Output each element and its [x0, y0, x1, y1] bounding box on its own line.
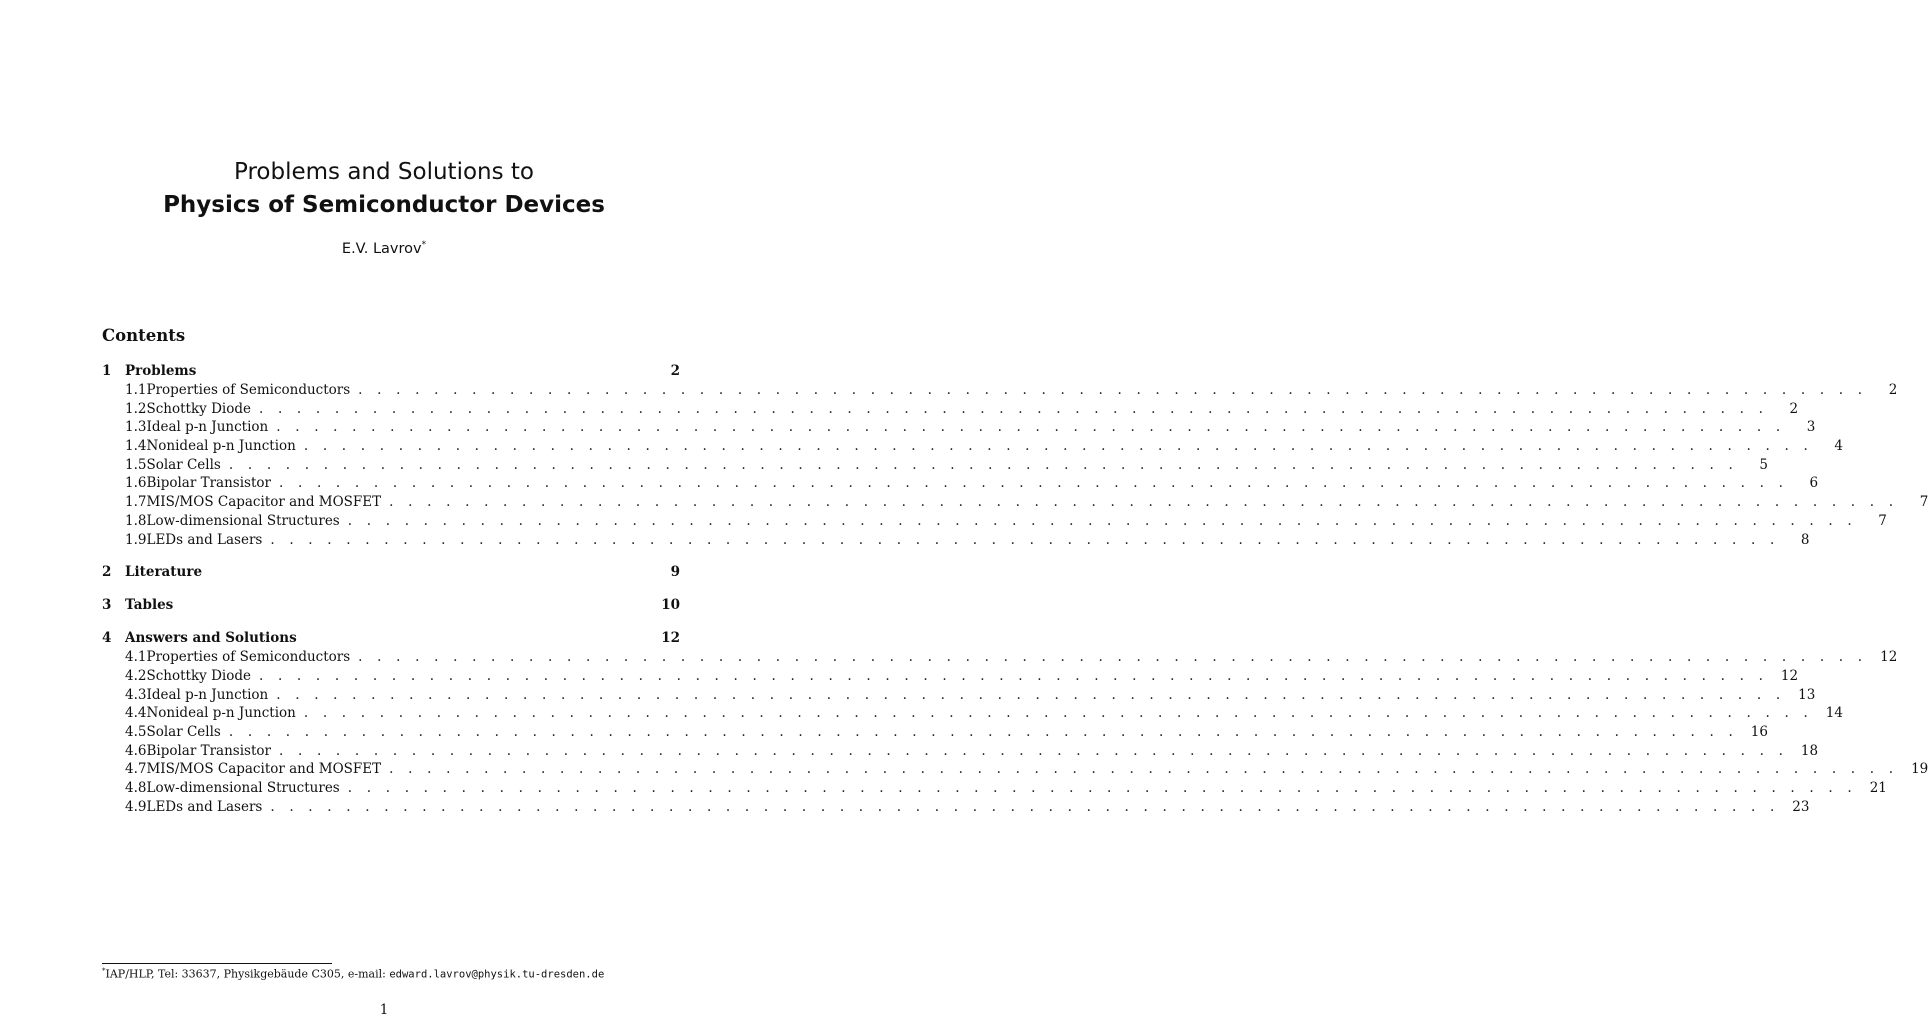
section-page: 18 — [1800, 742, 1819, 759]
toc-gap — [102, 616, 680, 630]
section-number: 4.6 — [125, 742, 147, 759]
toc-section-row[interactable] — [102, 400, 1799, 420]
dot-leader: . . . . . . . . . . . . . . . . . . . . . . . . . . . . . . . . . . . . . . . . . . . . . . . . . . . . . . . . . . . . . . . . . . . . . . . . . . . . . . . . — [389, 761, 1899, 778]
dot-leader: . . . . . . . . . . . . . . . . . . . . . . . . . . . . . . . . . . . . . . . . . . . . . . . . . . . . . . . . . . . . . . . . . . . . . . . . . . . . . . . . — [258, 667, 1769, 684]
section-number: 4.8 — [125, 780, 147, 796]
section-number: 1.8 — [125, 512, 147, 529]
dot-leader: . . . . . . . . . . . . . . . . . . . . . . . . . . . . . . . . . . . . . . . . . . . . . . . . . . . . . . . . . . . . . . . . . . . . . . . . . . . . . . . . — [347, 780, 1857, 796]
section-title: LEDs and Lasers — [146, 798, 263, 815]
chapter-number: 2 — [102, 564, 112, 581]
dot-leader: . . . . . . . . . . . . . . . . . . . . . . . . . . . . . . . . . . . . . . . . . . . . . . . . . . . . . . . . . . . . . . . . . . . . . . . . . . . . . . . . — [358, 649, 1868, 666]
contents-heading: Contents — [102, 326, 186, 345]
section-number: 4.9 — [125, 798, 147, 815]
dot-leader: . . . . . . . . . . . . . . . . . . . . . . . . . . . . . . . . . . . . . . . . . . . . . . . . . . . . . . . . . . . . . . . . . . . . . . . . . . . . . . . . — [276, 419, 1786, 436]
section-number: 4.2 — [125, 667, 147, 684]
section-page: 19 — [1911, 761, 1928, 778]
section-title: Ideal p-n Junction — [146, 419, 269, 436]
chapter-title: Problems — [125, 363, 197, 379]
section-title: Schottky Diode — [146, 400, 251, 417]
dot-leader: . . . . . . . . . . . . . . . . . . . . . . . . . . . . . . . . . . . . . . . . . . . . . . . . . . . . . . . . . . . . . . . . . . . . . . . . . . . . . . . . — [303, 438, 1813, 455]
section-page: 5 — [1759, 456, 1768, 473]
section-page: 6 — [1809, 475, 1819, 492]
section-title: Bipolar Transistor — [146, 475, 271, 492]
section-page: 12 — [1880, 649, 1898, 666]
toc-section-row[interactable] — [102, 667, 1799, 687]
toc-section-row[interactable] — [102, 723, 1768, 743]
dot-leader: . . . . . . . . . . . . . . . . . . . . . . . . . . . . . . . . . . . . . . . . . . . . . . . . . . . . . . . . . . . . . . . . . . . . . . . . . . . . . . . . — [303, 705, 1813, 722]
section-page: 4 — [1834, 438, 1843, 455]
section-page: 2 — [1789, 400, 1799, 417]
section-title: Schottky Diode — [146, 667, 251, 684]
table-of-contents — [102, 363, 1928, 817]
section-number: 4.1 — [125, 649, 147, 666]
section-title: Properties of Semiconductors — [146, 649, 351, 666]
toc-section-row[interactable] — [102, 456, 1768, 476]
section-number: 1.6 — [125, 475, 147, 492]
section-title: Low-dimensional Structures — [146, 512, 340, 529]
toc-chapter-row[interactable] — [102, 597, 680, 616]
section-page: 13 — [1798, 686, 1816, 703]
dot-leader: . . . . . . . . . . . . . . . . . . . . . . . . . . . . . . . . . . . . . . . . . . . . . . . . . . . . . . . . . . . . . . . . . . . . . . . . . . . . . . . . — [278, 742, 1789, 759]
toc-chapter-row[interactable] — [102, 363, 680, 382]
dot-leader: . . . . . . . . . . . . . . . . . . . . . . . . . . . . . . . . . . . . . . . . . . . . . . . . . . . . . . . . . . . . . . . . . . . . . . . . . . . . . . . . — [270, 798, 1780, 815]
section-number: 4.7 — [125, 761, 147, 778]
document-title-line2: Physics of Semiconductor Devices — [163, 192, 605, 218]
section-title: LEDs and Lasers — [146, 531, 263, 548]
footnote-text: IAP/HLP, Tel: 33637, Physikgebäude C305, e-mail: — [105, 967, 390, 981]
section-page: 23 — [1792, 798, 1810, 815]
toc-section-row[interactable] — [102, 649, 1898, 668]
section-title: Bipolar Transistor — [146, 742, 271, 759]
section-number: 4.3 — [125, 686, 147, 703]
chapter-page: 12 — [661, 630, 680, 647]
toc-section-row[interactable] — [102, 512, 1887, 532]
section-page: 12 — [1780, 667, 1799, 684]
section-number: 1.1 — [125, 382, 147, 398]
dot-leader: . . . . . . . . . . . . . . . . . . . . . . . . . . . . . . . . . . . . . . . . . . . . . . . . . . . . . . . . . . . . . . . . . . . . . . . . . . . . . . . . — [228, 723, 1738, 740]
section-page: 7 — [1878, 512, 1887, 529]
footnote — [102, 967, 604, 981]
chapter-page: 10 — [661, 597, 680, 614]
section-title: Low-dimensional Structures — [146, 780, 340, 796]
section-title: Nonideal p-n Junction — [146, 705, 296, 722]
toc-section-row[interactable] — [102, 798, 1810, 818]
chapter-title: Answers and Solutions — [125, 630, 297, 647]
section-number: 1.4 — [125, 438, 147, 455]
toc-section-row[interactable] — [102, 531, 1810, 551]
chapter-number: 1 — [102, 363, 112, 379]
section-title: Nonideal p-n Junction — [146, 438, 296, 455]
author-footnote-mark: * — [421, 240, 427, 250]
toc-section-row[interactable] — [102, 761, 1928, 780]
toc-section-row[interactable] — [102, 475, 1819, 494]
title-block — [0, 156, 768, 257]
toc-section-row[interactable] — [102, 742, 1819, 762]
footnote-email: edward.lavrov@physik.tu-dresden.de — [389, 968, 605, 981]
section-title: Solar Cells — [146, 723, 221, 740]
page-number: 1 — [379, 1002, 389, 1018]
section-title: Ideal p-n Junction — [146, 686, 269, 703]
author — [0, 240, 768, 257]
chapter-page: 2 — [670, 363, 680, 379]
toc-gap — [102, 550, 680, 564]
section-number: 1.9 — [125, 531, 147, 548]
dot-leader: . . . . . . . . . . . . . . . . . . . . . . . . . . . . . . . . . . . . . . . . . . . . . . . . . . . . . . . . . . . . . . . . . . . . . . . . . . . . . . . . — [258, 400, 1769, 417]
document-title-line1: Problems and Solutions to — [234, 159, 534, 185]
section-page: 2 — [1888, 382, 1898, 398]
section-number: 4.4 — [125, 705, 147, 722]
toc-section-row[interactable] — [102, 438, 1843, 457]
section-page: 16 — [1750, 723, 1768, 740]
section-number: 4.5 — [125, 723, 147, 740]
dot-leader: . . . . . . . . . . . . . . . . . . . . . . . . . . . . . . . . . . . . . . . . . . . . . . . . . . . . . . . . . . . . . . . . . . . . . . . . . . . . . . . . — [228, 456, 1738, 473]
chapter-page: 9 — [670, 564, 680, 581]
section-title: MIS/MOS Capacitor and MOSFET — [146, 494, 382, 511]
dot-leader: . . . . . . . . . . . . . . . . . . . . . . . . . . . . . . . . . . . . . . . . . . . . . . . . . . . . . . . . . . . . . . . . . . . . . . . . . . . . . . . . — [278, 475, 1789, 492]
toc-section-row[interactable] — [102, 494, 1928, 513]
footnote-rule — [102, 963, 332, 964]
dot-leader: . . . . . . . . . . . . . . . . . . . . . . . . . . . . . . . . . . . . . . . . . . . . . . . . . . . . . . . . . . . . . . . . . . . . . . . . . . . . . . . . — [347, 512, 1857, 529]
toc-chapter-row[interactable] — [102, 630, 680, 649]
section-page: 8 — [1800, 531, 1810, 548]
section-title: MIS/MOS Capacitor and MOSFET — [146, 761, 382, 778]
toc-section-row[interactable] — [102, 780, 1887, 799]
section-number: 1.2 — [125, 400, 147, 417]
dot-leader: . . . . . . . . . . . . . . . . . . . . . . . . . . . . . . . . . . . . . . . . . . . . . . . . . . . . . . . . . . . . . . . . . . . . . . . . . . . . . . . . — [276, 686, 1786, 703]
chapter-number: 4 — [102, 630, 112, 647]
toc-section-row[interactable] — [102, 419, 1816, 438]
dot-leader: . . . . . . . . . . . . . . . . . . . . . . . . . . . . . . . . . . . . . . . . . . . . . . . . . . . . . . . . . . . . . . . . . . . . . . . . . . . . . . . . — [270, 531, 1780, 548]
section-title: Properties of Semiconductors — [146, 382, 351, 398]
dot-leader: . . . . . . . . . . . . . . . . . . . . . . . . . . . . . . . . . . . . . . . . . . . . . . . . . . . . . . . . . . . . . . . . . . . . . . . . . . . . . . . . — [389, 494, 1899, 511]
dot-leader: . . . . . . . . . . . . . . . . . . . . . . . . . . . . . . . . . . . . . . . . . . . . . . . . . . . . . . . . . . . . . . . . . . . . . . . . . . . . . . . . — [358, 382, 1868, 398]
chapter-title: Literature — [125, 564, 203, 581]
section-number: 1.5 — [125, 456, 147, 473]
footnote-mark: * — [102, 967, 106, 975]
toc-chapter-row[interactable] — [102, 564, 680, 583]
author-name: E.V. Lavrov — [341, 240, 422, 257]
toc-gap — [102, 583, 680, 597]
section-number: 1.3 — [125, 419, 147, 436]
toc-section-row[interactable] — [102, 705, 1843, 724]
chapter-title: Tables — [125, 597, 174, 614]
toc-section-row[interactable] — [102, 686, 1816, 706]
section-number: 1.7 — [125, 494, 147, 511]
section-page: 3 — [1806, 419, 1816, 436]
section-page: 21 — [1869, 780, 1887, 796]
toc-section-row[interactable] — [102, 382, 1898, 401]
section-title: Solar Cells — [146, 456, 221, 473]
section-page: 14 — [1825, 705, 1843, 722]
chapter-number: 3 — [102, 597, 112, 614]
section-page: 7 — [1919, 494, 1928, 511]
